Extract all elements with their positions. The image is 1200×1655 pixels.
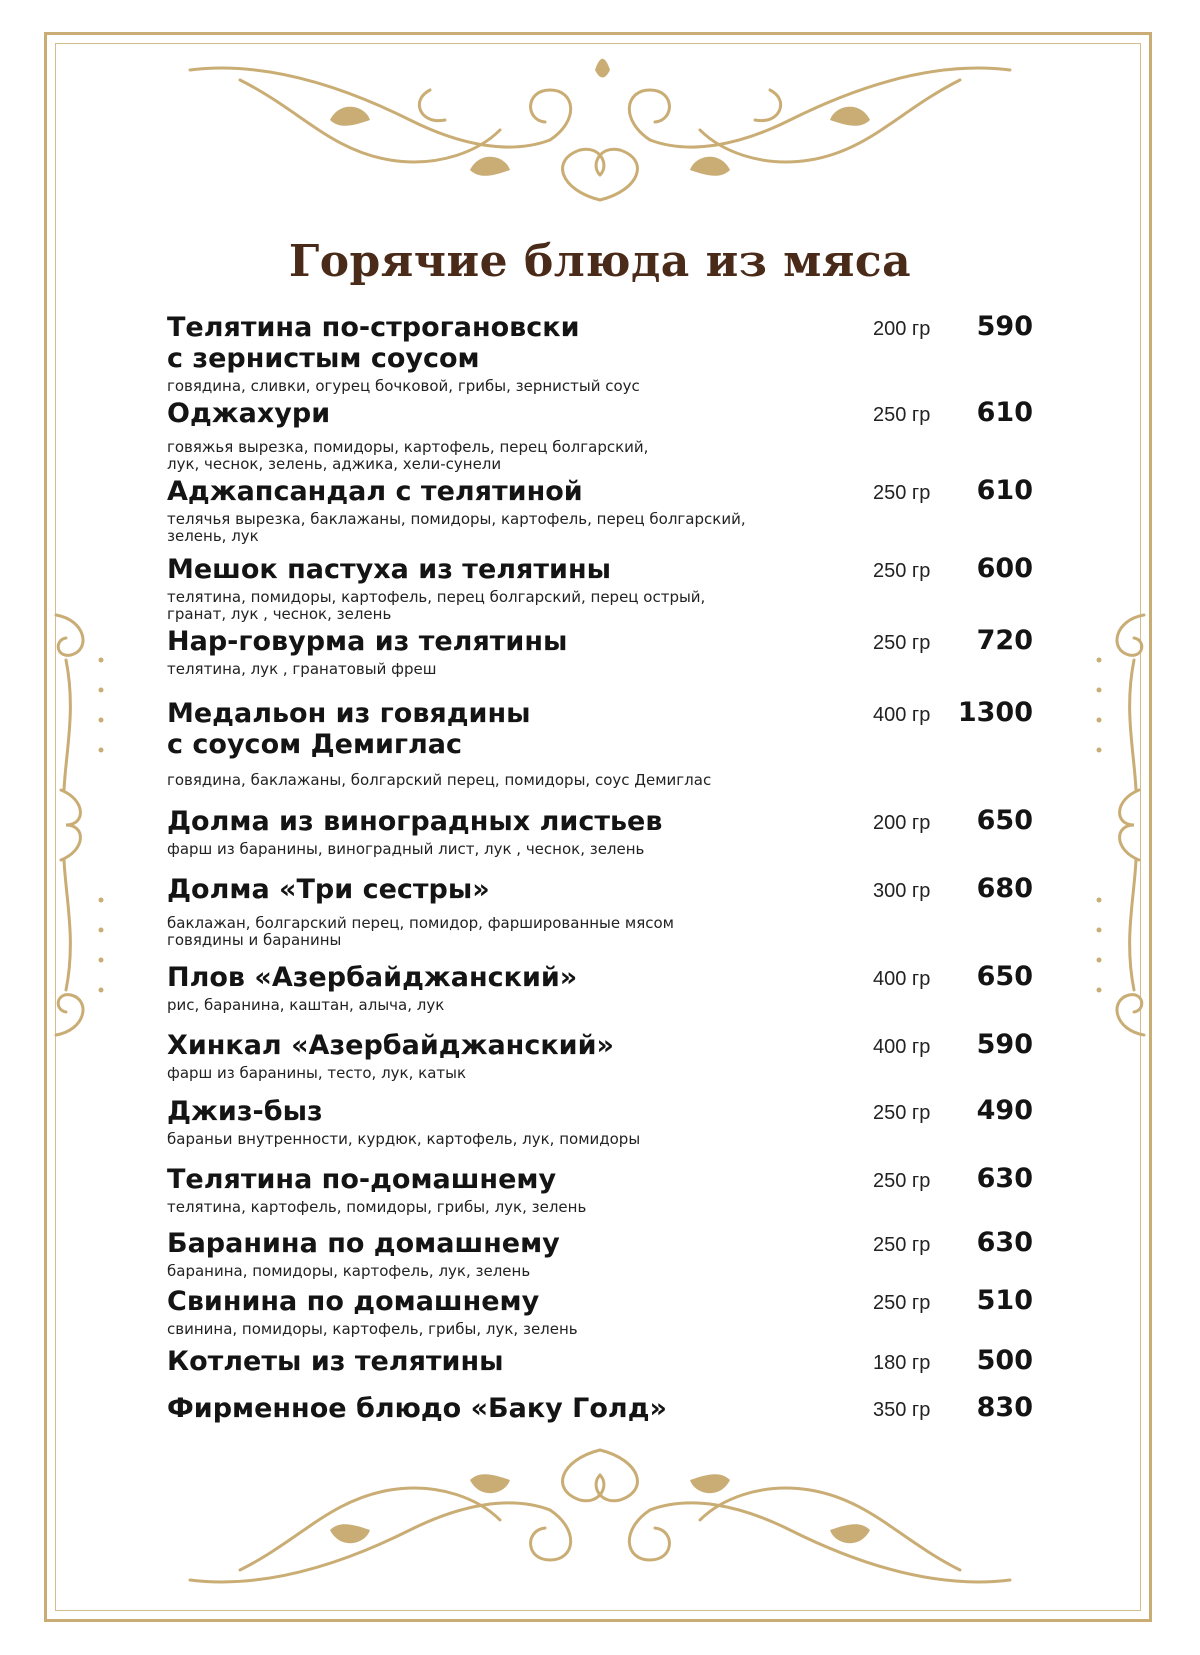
dish-description: свинина, помидоры, картофель, грибы, лук, зелень <box>167 1320 578 1338</box>
dish-description: говяжья вырезка, помидоры, картофель, перец болгарский, <box>167 438 649 456</box>
dish-weight: 400 гр <box>873 704 931 726</box>
dish-weight: 350 гр <box>873 1399 931 1421</box>
menu-item <box>167 476 1047 545</box>
dish-description: зелень, лук <box>167 527 259 545</box>
dish-description: телячья вырезка, баклажаны, помидоры, картофель, перец болгарский, <box>167 510 746 528</box>
dish-price: 680 <box>976 873 1033 904</box>
menu-item <box>167 962 1047 1014</box>
dish-weight: 250 гр <box>873 1170 931 1192</box>
menu-item <box>167 874 1047 949</box>
dish-price: 830 <box>976 1392 1033 1423</box>
dish-price: 720 <box>976 625 1033 656</box>
menu-item <box>167 1346 1047 1377</box>
dish-name: Телятина по-домашнему <box>167 1164 557 1195</box>
dish-name: Свинина по домашнему <box>167 1286 540 1317</box>
dish-name: Фирменное блюдо «Баку Голд» <box>167 1393 667 1424</box>
dish-name: Аджапсандал с телятиной <box>167 476 583 507</box>
dish-name: Плов «Азербайджанский» <box>167 962 578 993</box>
menu-item <box>167 698 1047 789</box>
menu-item <box>167 554 1047 623</box>
dish-price: 630 <box>976 1227 1033 1258</box>
dish-description: говядина, баклажаны, болгарский перец, помидоры, соус Демиглас <box>167 771 712 789</box>
dish-weight: 400 гр <box>873 968 931 990</box>
menu-item <box>167 1096 1047 1148</box>
dish-name: Медальон из говядины <box>167 698 531 729</box>
menu-item <box>167 398 1047 473</box>
dish-description: гранат, лук , чеснок, зелень <box>167 605 392 623</box>
dish-name: Долма «Три сестры» <box>167 874 490 905</box>
dish-description: лук, чеснок, зелень, аджика, хели-сунели <box>167 455 502 473</box>
dish-weight: 250 гр <box>873 1234 931 1256</box>
dish-price: 600 <box>976 553 1033 584</box>
dish-price: 590 <box>976 1029 1033 1060</box>
dish-weight: 200 гр <box>873 318 931 340</box>
dish-weight: 300 гр <box>873 880 931 902</box>
dish-description: бараньи внутренности, курдюк, картофель, лук, помидоры <box>167 1130 641 1148</box>
dish-weight: 180 гр <box>873 1352 931 1374</box>
dish-weight: 250 гр <box>873 632 931 654</box>
dish-price: 610 <box>976 397 1033 428</box>
dish-price: 490 <box>976 1095 1033 1126</box>
dish-weight: 250 гр <box>873 404 931 426</box>
dish-price: 500 <box>976 1345 1033 1376</box>
menu-item <box>167 1286 1047 1338</box>
dish-description: телятина, лук , гранатовый фреш <box>167 660 437 678</box>
dish-name: Баранина по домашнему <box>167 1228 560 1259</box>
dish-weight: 250 гр <box>873 1292 931 1314</box>
dish-weight: 200 гр <box>873 812 931 834</box>
dish-name: с соусом Демиглас <box>167 729 463 760</box>
dish-description: баранина, помидоры, картофель, лук, зелень <box>167 1262 531 1280</box>
menu-item <box>167 1030 1047 1082</box>
dish-name: Джиз-быз <box>167 1096 323 1127</box>
menu-item <box>167 312 1047 395</box>
dish-description: рис, баранина, каштан, алыча, лук <box>167 996 445 1014</box>
dish-weight: 250 гр <box>873 560 931 582</box>
page-title: Горячие блюда из мяса <box>288 236 912 287</box>
dish-price: 590 <box>976 311 1033 342</box>
dish-name: Долма из виноградных листьев <box>167 806 663 837</box>
dish-description: баклажан, болгарский перец, помидор, фаршированные мясом <box>167 914 674 932</box>
dish-weight: 250 гр <box>873 482 931 504</box>
dish-price: 650 <box>976 961 1033 992</box>
menu-item <box>167 1228 1047 1280</box>
dish-price: 510 <box>976 1285 1033 1316</box>
menu-item <box>167 1164 1047 1216</box>
dish-name: Нар-говурма из телятины <box>167 626 568 657</box>
dish-name: Мешок пастуха из телятины <box>167 554 612 585</box>
dish-description: фарш из баранины, виноградный лист, лук , чеснок, зелень <box>167 840 645 858</box>
dish-price: 610 <box>976 475 1033 506</box>
dish-weight: 250 гр <box>873 1102 931 1124</box>
dish-name: с зернистым соусом <box>167 343 480 374</box>
dish-weight: 400 гр <box>873 1036 931 1058</box>
dish-description: говядина, сливки, огурец бочковой, грибы, зернистый соус <box>167 377 640 395</box>
dish-price: 1300 <box>957 697 1033 728</box>
menu-item <box>167 626 1047 678</box>
dish-description: телятина, картофель, помидоры, грибы, лук, зелень <box>167 1198 587 1216</box>
dish-name: Хинкал «Азербайджанский» <box>167 1030 614 1061</box>
dish-description: говядины и баранины <box>167 931 342 949</box>
menu-item <box>167 1393 1047 1424</box>
menu-item <box>167 806 1047 858</box>
dish-name: Оджахури <box>167 398 331 429</box>
dish-description: фарш из баранины, тесто, лук, катык <box>167 1064 467 1082</box>
dish-name: Телятина по-строгановски <box>167 312 580 343</box>
dish-price: 650 <box>976 805 1033 836</box>
dish-name: Котлеты из телятины <box>167 1346 504 1377</box>
dish-description: телятина, помидоры, картофель, перец болгарский, перец острый, <box>167 588 706 606</box>
dish-price: 630 <box>976 1163 1033 1194</box>
